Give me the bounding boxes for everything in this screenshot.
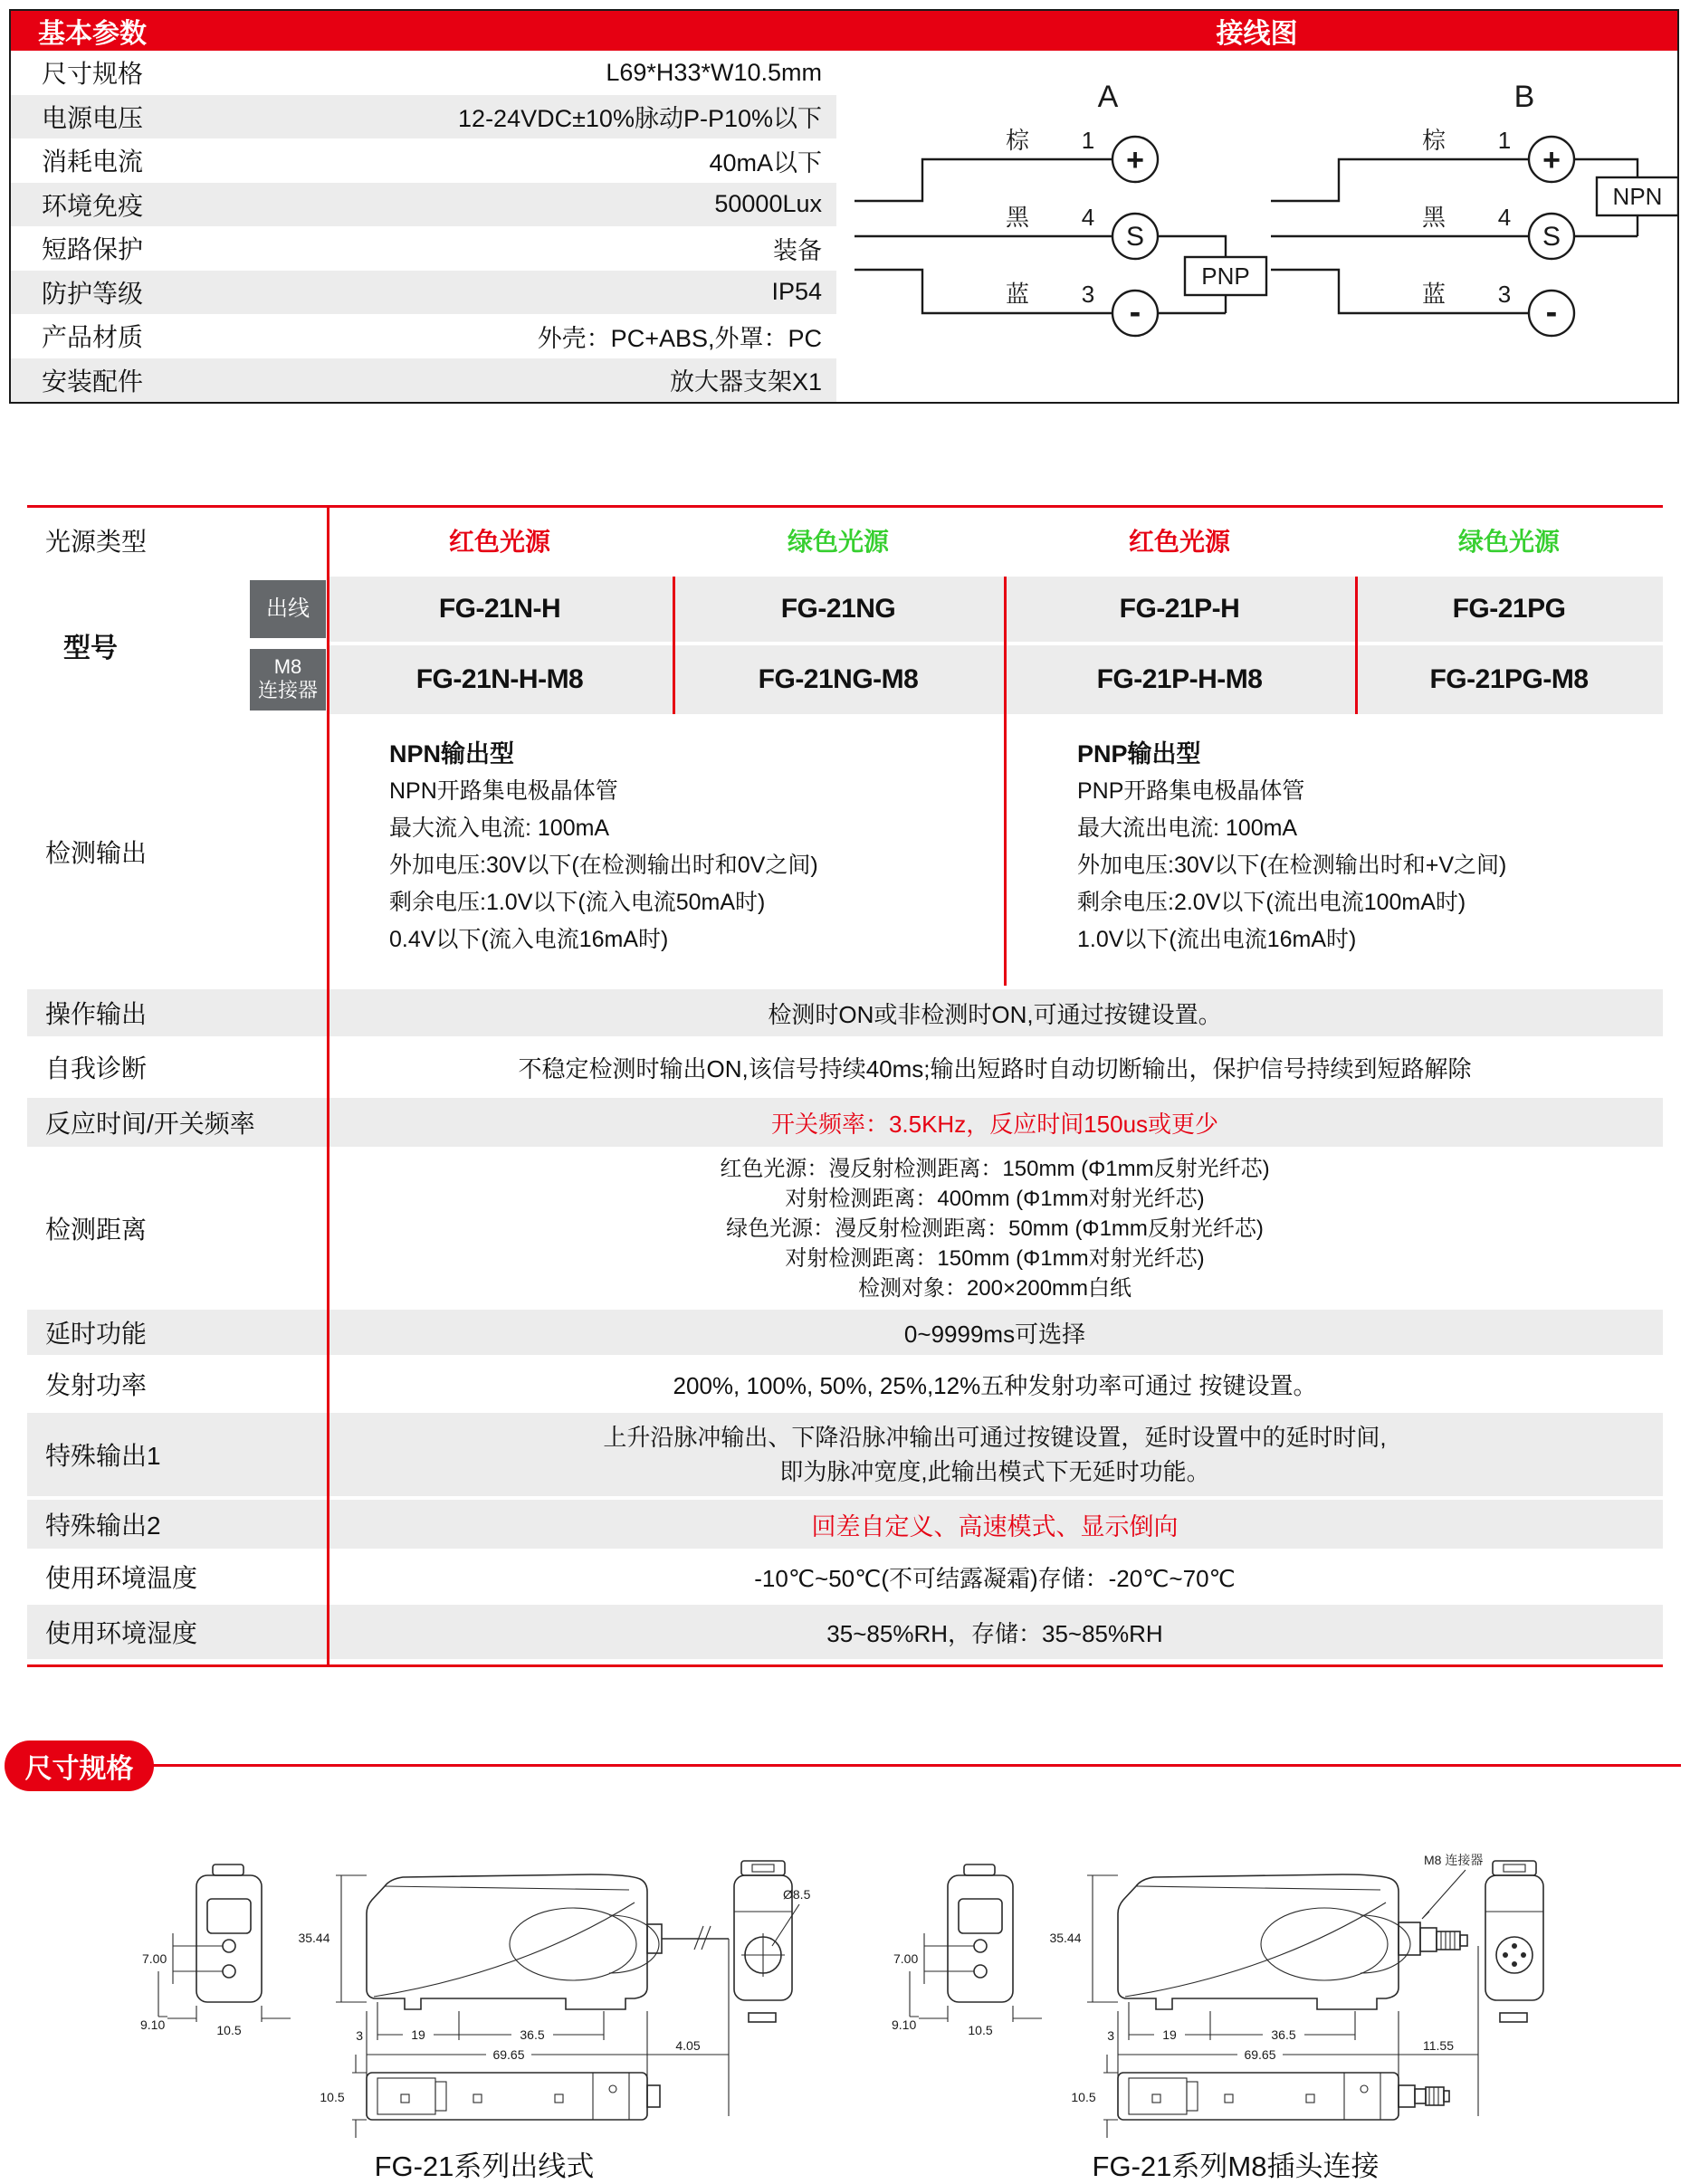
mount-hole-bottom: [223, 1965, 235, 1978]
wire-a-black-pin: 4: [1081, 204, 1095, 231]
param-label: 环境免疫: [42, 191, 144, 220]
drawing-wire-caption: FG-21系列出线式: [374, 2151, 595, 2182]
drawing-m8-svg: [892, 1848, 1580, 2140]
npn-transistor-label: NPN: [1612, 183, 1663, 210]
tag-m8-connector: [250, 649, 326, 711]
main-view-body: [1118, 1874, 1399, 2009]
row-label: 自我诊断: [45, 1054, 148, 1082]
row-value: 开关频率：3.5KHz，反应时间150us或更少: [770, 1110, 1219, 1138]
dim-seg2: 36.5: [1271, 2027, 1296, 2042]
basic-parameters-section: [9, 9, 1679, 404]
m8-pin-circle: [1496, 1937, 1532, 1973]
dim-bottom-offset: 9.10: [892, 2017, 917, 2032]
row-value: -10℃~50℃(不可结露凝霜)存储：-20℃~70℃: [754, 1564, 1236, 1592]
row-label: 使用环境湿度: [45, 1619, 198, 1647]
dim-front-width: 10.5: [216, 2023, 242, 2037]
dim-bottom-offset: 9.10: [140, 2017, 166, 2032]
model-name: FG-21N-H-M8: [415, 664, 584, 694]
diagram-b-label: B: [1513, 80, 1535, 114]
param-value: 外壳：PC+ABS,外罩：PC: [537, 324, 822, 352]
model-name: FG-21P-H: [1119, 594, 1240, 624]
end-view-body: [1485, 1875, 1543, 2000]
wire-a-brown-pin: 1: [1081, 127, 1095, 154]
pnp-line: PNP开路集电极晶体管: [1077, 778, 1305, 804]
wire-a-blue-label: 蓝: [1005, 281, 1030, 308]
dimension-section-rule: [149, 1764, 1681, 1767]
param-row-current: [11, 138, 836, 183]
basic-params-table: [11, 51, 836, 402]
npn-line: NPN开路集电极晶体管: [389, 778, 618, 804]
model-row-label: 型号: [63, 634, 118, 663]
row-ambient-temperature: [27, 1552, 1663, 1601]
row-value: 不稳定检测时输出ON,该信号持续40ms;输出短路时自动切断输出，保护信号持续到短路解除: [518, 1054, 1472, 1082]
row-value: 检测时ON或非检测时ON,可通过按键设置。: [768, 1000, 1222, 1028]
front-view-body: [196, 1875, 262, 2002]
terminal-plus-a-glyph: +: [1126, 143, 1144, 177]
param-label: 消耗电流: [42, 148, 144, 176]
pnp-line: 剩余电压:2.0V以下(流出电流100mA时): [1077, 890, 1466, 915]
dim-front-width: 10.5: [968, 2023, 993, 2037]
divider-label-column: [327, 508, 329, 1664]
special-output-line: 即为脉冲宽度,此输出模式下无延时功能。: [779, 1458, 1210, 1485]
param-label: 电源电压: [42, 103, 144, 132]
special-output-1-lines: [327, 1420, 1663, 1489]
divider-model-col-1: [673, 577, 675, 714]
tag-m8-line1: M8: [273, 655, 302, 678]
param-value: 装备: [773, 236, 822, 264]
terminal-minus-a-glyph: -: [1129, 293, 1141, 331]
dim-foot-offset: 3: [1107, 2028, 1114, 2043]
wire-b-black-label: 黑: [1421, 204, 1447, 231]
dim-thickness: 10.5: [1071, 2090, 1096, 2104]
row-value: 回差自定义、高速模式、显示倒向: [811, 1512, 1179, 1540]
pnp-line: 最大流出电流: 100mA: [1077, 815, 1298, 841]
special-output-line: 上升沿脉冲输出、下降沿脉冲输出可通过按键设置，延时设置中的延时时间,: [603, 1424, 1387, 1451]
diagram-a-label: A: [1097, 80, 1119, 114]
param-value: 50000Lux: [714, 190, 822, 218]
param-label: 短路保护: [42, 235, 144, 264]
param-row-size: [11, 51, 836, 95]
basic-params-title: 基本参数: [38, 19, 147, 49]
mount-hole-top: [223, 1940, 235, 1952]
row-light-source-type: [27, 508, 1663, 573]
dim-total: 69.65: [492, 2047, 525, 2062]
dim-body-height: 35.44: [1049, 1931, 1082, 1945]
npn-title: NPN输出型: [389, 740, 515, 768]
terminal-plus-b-glyph: +: [1542, 143, 1561, 177]
model-name: FG-21N-H: [438, 594, 561, 624]
wire-b-brown-pin: 1: [1497, 127, 1512, 154]
wire-b-black-pin: 4: [1497, 204, 1512, 231]
dim-total: 69.65: [1244, 2047, 1276, 2062]
row-label: 使用环境温度: [45, 1564, 198, 1592]
wiring-diagram-svg: [836, 51, 1677, 402]
dim-hole-pitch: 7.00: [893, 1951, 919, 1966]
mount-hole-top: [974, 1940, 987, 1952]
param-label: 安装配件: [42, 367, 144, 396]
npn-line: 0.4V以下(流入电流16mA时): [389, 927, 669, 952]
param-label: 防护等级: [42, 279, 144, 308]
row-response-time: [27, 1098, 1663, 1147]
front-view-body: [948, 1875, 1013, 2002]
row-delay-function: [27, 1310, 1663, 1355]
param-value: 放大器支架X1: [669, 368, 822, 396]
param-row-material: [11, 314, 836, 358]
light-source-col-green-2: 绿色光源: [1457, 528, 1560, 556]
dim-body-height: 35.44: [298, 1931, 330, 1945]
npn-output-spec: [389, 736, 1005, 958]
row-special-output-1: [27, 1413, 1663, 1496]
row-label: 发射功率: [45, 1371, 148, 1399]
dim-seg2: 36.5: [520, 2027, 545, 2042]
param-row-accessory: [11, 358, 836, 403]
m8-connector-label: M8 连接器: [1424, 1853, 1484, 1867]
row-value: 35~85%RH，存储：35~85%RH: [826, 1619, 1163, 1647]
dim-seg1: 19: [411, 2027, 425, 2042]
npn-line: 最大流入电流: 100mA: [389, 815, 610, 841]
tag-wire-outlet: 出线: [250, 580, 326, 638]
row-models-m8: [327, 645, 1663, 714]
row-emission-power: [27, 1359, 1663, 1409]
model-name: FG-21NG: [780, 594, 896, 624]
mount-hole-bottom: [974, 1965, 987, 1978]
dim-hole-dia: Ø8.5: [783, 1887, 811, 1902]
param-row-short-circuit: [11, 226, 836, 271]
dim-seg1: 19: [1162, 2027, 1177, 2042]
pnp-output-spec: [1077, 736, 1657, 958]
dim-foot-offset: 3: [356, 2028, 363, 2043]
wire-b-blue-pin: 3: [1497, 281, 1512, 308]
spec-table: [27, 505, 1663, 1667]
drawing-wire-svg: [140, 1848, 828, 2140]
param-value: 40mA以下: [709, 148, 822, 176]
distance-line: 红色光源：漫反射检测距离：150mm (Φ1mm反射光纤芯): [720, 1156, 1270, 1181]
tag-m8-line2: 连接器: [257, 679, 318, 701]
param-value: 12-24VDC±10%脉动P-P10%以下: [458, 105, 822, 133]
terminal-minus-b-glyph: -: [1545, 293, 1558, 331]
param-row-voltage: [11, 95, 836, 139]
distance-line: 检测对象：200×200mm白纸: [857, 1275, 1132, 1301]
pnp-line: 1.0V以下(流出电流16mA时): [1077, 927, 1357, 952]
wiring-diagram-area: [836, 51, 1677, 402]
row-label: 延时功能: [45, 1320, 148, 1348]
param-value: IP54: [771, 278, 822, 306]
model-name: FG-21PG: [1452, 594, 1566, 624]
row-label: 光源类型: [45, 528, 148, 556]
model-name: FG-21PG-M8: [1429, 664, 1589, 694]
wire-a-black-label: 黑: [1005, 204, 1030, 231]
dim-tail: 11.55: [1423, 2038, 1454, 2053]
param-label: 产品材质: [42, 323, 144, 352]
model-name: FG-21P-H-M8: [1096, 664, 1263, 694]
row-special-output-2: [27, 1500, 1663, 1549]
wire-a-blue-pin: 3: [1081, 281, 1095, 308]
terminal-s-a-glyph: S: [1125, 222, 1145, 252]
light-source-col-red-1: 红色光源: [448, 528, 550, 556]
row-label: 操作输出: [45, 1000, 148, 1028]
distance-line: 绿色光源：漫反射检测距离：50mm (Φ1mm反射光纤芯): [726, 1216, 1264, 1241]
row-label: 反应时间/开关频率: [45, 1110, 255, 1138]
m8-connector-thread: [1437, 1931, 1460, 1950]
divider-model-col-3: [1355, 577, 1358, 714]
drawing-m8-caption: FG-21系列M8插头连接: [1092, 2151, 1380, 2182]
npn-line: 剩余电压:1.0V以下(流入电流50mA时): [389, 890, 766, 915]
pnp-line: 外加电压:30V以下(在检测输出时和+V之间): [1077, 853, 1507, 878]
row-label: 特殊输出2: [45, 1512, 161, 1540]
light-source-col-red-2: 红色光源: [1128, 528, 1230, 556]
drawing-wire-version: [140, 1848, 828, 2140]
row-value: 200%, 100%, 50%, 25%,12%五种发射功率可通过 按键设置。: [673, 1371, 1317, 1399]
row-label: 检测距离: [45, 1216, 148, 1244]
param-label: 尺寸规格: [42, 60, 144, 89]
dim-thickness: 10.5: [320, 2090, 345, 2104]
row-models-wire: [327, 577, 1663, 642]
row-operation-output: [27, 989, 1663, 1036]
wiring-diagram-title: 接线图: [1216, 19, 1298, 49]
top-view-m8-base: [1399, 2085, 1415, 2107]
pnp-title: PNP输出型: [1077, 740, 1201, 768]
cable-boot: [647, 1924, 662, 1953]
param-row-ip: [11, 271, 836, 315]
drawing-m8-version: [892, 1848, 1580, 2140]
param-row-immunity: [11, 183, 836, 227]
npn-line: 外加电压:30V以下(在检测输出时和0V之间): [389, 853, 818, 878]
row-self-diagnosis: [27, 1040, 1663, 1094]
distance-line: 对射检测距离：400mm (Φ1mm对射光纤芯): [785, 1186, 1205, 1211]
detection-distance-lines: [327, 1154, 1663, 1303]
row-value: 0~9999ms可选择: [903, 1320, 1086, 1348]
wire-b-blue-label: 蓝: [1421, 281, 1447, 308]
model-name: FG-21NG-M8: [758, 664, 919, 694]
section-header-bar: [11, 11, 1677, 51]
wire-a-brown-label: 棕: [1005, 127, 1030, 154]
wire-b-brown-label: 棕: [1421, 127, 1447, 154]
row-label: 检测输出: [45, 839, 148, 867]
row-label: 特殊输出1: [45, 1442, 161, 1470]
dim-tail: 4.05: [675, 2038, 701, 2053]
terminal-s-b-glyph: S: [1542, 222, 1561, 252]
light-source-col-green-1: 绿色光源: [787, 528, 889, 556]
distance-line: 对射检测距离：150mm (Φ1mm对射光纤芯): [785, 1245, 1205, 1271]
pnp-transistor-label: PNP: [1201, 262, 1250, 290]
dim-hole-pitch: 7.00: [142, 1951, 167, 1966]
divider-npn-pnp: [1004, 577, 1007, 986]
detection-output-label-cell: [27, 718, 327, 986]
dimension-section-title: 尺寸规格: [5, 1741, 154, 1791]
main-view-body: [367, 1874, 647, 2009]
row-ambient-humidity: [27, 1605, 1663, 1659]
row-detection-distance: [27, 1150, 1663, 1306]
param-value: L69*H33*W10.5mm: [606, 58, 822, 86]
